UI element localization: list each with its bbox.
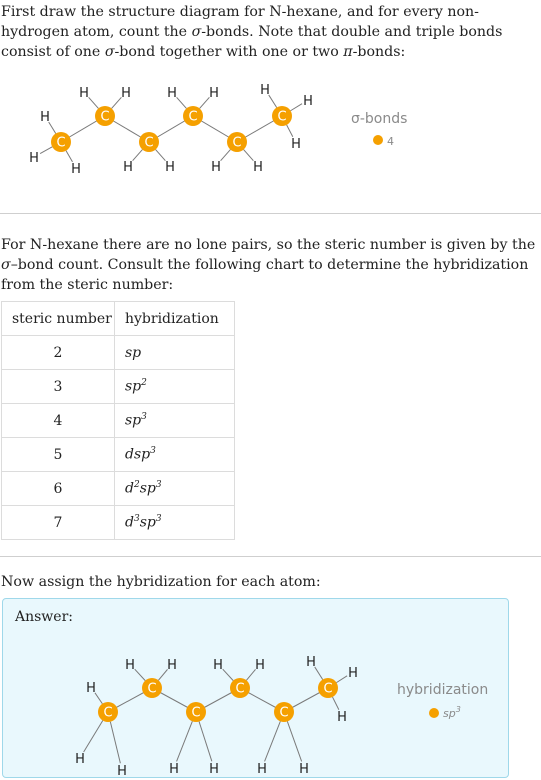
carbon-label: C xyxy=(323,681,333,697)
c-h-bond xyxy=(291,104,303,111)
hydrogen-label: H xyxy=(75,752,85,767)
steric-paragraph xyxy=(1,235,539,295)
c-h-bond xyxy=(112,97,122,108)
hydrogen-label: H xyxy=(253,160,263,175)
legend-dot xyxy=(373,135,383,145)
table-row xyxy=(2,506,235,540)
c-h-bond xyxy=(177,721,193,761)
hydrogen-label: H xyxy=(29,151,39,166)
hydrogen-label: H xyxy=(306,655,316,670)
answer-label: Answer: xyxy=(15,609,73,625)
hyb-sup: 2 xyxy=(141,378,147,389)
carbon-atom xyxy=(139,132,159,152)
hydrogen-label: H xyxy=(169,762,179,777)
steric-number-cell: 4 xyxy=(2,404,115,438)
hydrogen-label: H xyxy=(117,764,127,779)
c-h-bond xyxy=(269,95,277,108)
hyb-sup: 3 xyxy=(150,446,156,457)
hydrogen-label: H xyxy=(123,160,133,175)
carbon-atom xyxy=(51,132,71,152)
hydrogen-label: H xyxy=(255,658,265,673)
table-row xyxy=(2,438,235,472)
steric-text-2: –bond count. Consult the following chart to determine the hybridization from the steric number: xyxy=(1,257,529,293)
sigma-symbol: σ xyxy=(191,24,202,40)
hydrogen-label: H xyxy=(303,94,313,109)
carbon-atom xyxy=(230,678,250,698)
table-header-row xyxy=(2,302,235,336)
hydrogen-label: H xyxy=(79,86,89,101)
hydrogen-label: H xyxy=(209,762,219,777)
c-h-bond xyxy=(110,722,120,763)
hydrogen-label: H xyxy=(121,86,131,101)
bond-lines xyxy=(40,95,302,162)
hydrogen-label: H xyxy=(291,137,301,152)
c-h-bond xyxy=(244,150,254,161)
c-h-bond xyxy=(200,97,210,108)
hyb-prefix-sup: 2 xyxy=(133,480,140,491)
carbon-atom xyxy=(183,106,203,126)
bond-lines xyxy=(84,667,347,763)
hydrogen-label: H xyxy=(299,762,309,777)
c-h-bond xyxy=(95,693,102,704)
hybridization-cell xyxy=(115,438,235,472)
hexane-hybridization-diagram xyxy=(0,650,541,779)
c-h-bond xyxy=(315,667,323,680)
carbon-atom xyxy=(274,702,294,722)
c-h-bond xyxy=(133,150,143,161)
header-hybridization: hybridization xyxy=(115,302,235,336)
steric-number-cell: 3 xyxy=(2,370,115,404)
carbon-atom xyxy=(318,678,338,698)
intro-text-2: -bonds. Note that double and triple bonds consist of one xyxy=(1,24,503,60)
steric-number-cell: 7 xyxy=(2,506,115,540)
c-h-bond xyxy=(287,721,301,761)
steric-text-1: For N-hexane there are no lone pairs, so the steric number is given by the xyxy=(1,237,536,253)
hyb-prefix-sup: 3 xyxy=(133,514,140,525)
c-h-bond xyxy=(156,150,166,161)
steric-number-cell: 5 xyxy=(2,438,115,472)
c-h-bond xyxy=(332,697,338,710)
hydrogen-label: H xyxy=(86,681,96,696)
hydrogen-label: H xyxy=(213,658,223,673)
intro-text-3: -bond together with one or two xyxy=(114,44,344,60)
c-h-bond xyxy=(265,721,281,761)
hyb-base: sp xyxy=(139,480,156,497)
table-row xyxy=(2,472,235,506)
carbon-atom xyxy=(186,702,206,722)
hybridization-table xyxy=(1,301,235,540)
hydrogen-label: H xyxy=(348,666,358,681)
carbon-label: C xyxy=(144,135,154,151)
carbon-label: C xyxy=(277,109,287,125)
hyb-base: sp xyxy=(125,412,142,429)
hybridization-cell xyxy=(115,506,235,540)
legend-value-base: sp xyxy=(443,707,456,720)
assign-paragraph: Now assign the hybridization for each atom: xyxy=(1,574,321,590)
hyb-base: sp xyxy=(125,344,142,361)
hydrogen-label: H xyxy=(167,658,177,673)
carbon-label: C xyxy=(232,135,242,151)
hydrogen-label: H xyxy=(209,86,219,101)
table-row xyxy=(2,370,235,404)
hyb-prefix: d xyxy=(125,480,134,497)
hydrogen-label: H xyxy=(125,658,135,673)
hybridization-cell xyxy=(115,370,235,404)
hydrogen-label: H xyxy=(165,160,175,175)
atoms xyxy=(75,655,358,779)
hyb-sup: 3 xyxy=(141,412,147,423)
c-h-bond xyxy=(221,150,231,161)
c-h-bond xyxy=(40,147,52,154)
c-h-bond xyxy=(84,721,103,752)
c-h-bond xyxy=(223,669,234,680)
sigma-bonds-legend-title: σ-bonds xyxy=(351,111,408,127)
c-h-bond xyxy=(135,669,146,680)
c-h-bond xyxy=(336,676,347,683)
carbon-atom xyxy=(142,678,162,698)
carbon-atom xyxy=(272,106,292,126)
hexane-sigma-diagram xyxy=(0,70,541,190)
carbon-atom xyxy=(98,702,118,722)
hybridization-cell xyxy=(115,472,235,506)
c-h-bond xyxy=(66,151,73,162)
hyb-base: sp xyxy=(125,378,142,395)
hydrogen-label: H xyxy=(71,162,81,177)
c-h-bond xyxy=(199,722,212,762)
sigma-symbol: σ xyxy=(1,257,11,273)
intro-paragraph xyxy=(1,2,537,62)
carbon-label: C xyxy=(191,705,201,721)
hydrogen-label: H xyxy=(337,710,347,725)
hyb-sup: 3 xyxy=(155,514,162,525)
divider xyxy=(0,556,541,557)
hybridization-cell xyxy=(115,336,235,370)
carbon-label: C xyxy=(147,681,157,697)
steric-number-cell: 6 xyxy=(2,472,115,506)
hydrogen-label: H xyxy=(260,83,270,98)
divider xyxy=(0,213,541,214)
hybridization-legend-value xyxy=(443,705,461,720)
hyb-base: sp xyxy=(139,514,156,531)
carbon-label: C xyxy=(100,109,110,125)
hydrogen-label: H xyxy=(257,762,267,777)
hybridization-cell xyxy=(115,404,235,438)
hyb-base: dsp xyxy=(125,446,151,463)
carbon-label: C xyxy=(188,109,198,125)
hyb-sup: 3 xyxy=(155,480,162,491)
carbon-label: C xyxy=(103,705,113,721)
table-row xyxy=(2,336,235,370)
hybridization-legend-title: hybridization xyxy=(397,682,489,698)
sigma-bonds-legend-value: 4 xyxy=(387,135,394,148)
intro-text-4: -bonds: xyxy=(352,44,406,60)
carbon-label: C xyxy=(56,135,66,151)
table-row xyxy=(2,404,235,438)
c-h-bond xyxy=(177,97,187,108)
c-h-bond xyxy=(287,125,293,137)
intro-text-1: First draw the structure diagram for N-hexane, and for every non-hydrogen atom, count the xyxy=(1,4,479,40)
c-h-bond xyxy=(89,97,99,108)
hydrogen-label: H xyxy=(211,160,221,175)
header-steric-number: steric number xyxy=(2,302,115,336)
hydrogen-label: H xyxy=(167,86,177,101)
carbon-label: C xyxy=(279,705,289,721)
legend-dot xyxy=(429,708,439,718)
legend-value-sup: 3 xyxy=(455,705,461,714)
hydrogen-label: H xyxy=(40,110,50,125)
carbon-atom xyxy=(227,132,247,152)
steric-number-cell: 2 xyxy=(2,336,115,370)
hyb-prefix: d xyxy=(125,514,134,531)
sigma-symbol: σ xyxy=(104,44,115,60)
carbon-atom xyxy=(95,106,115,126)
carbon-label: C xyxy=(235,681,245,697)
pi-symbol: π xyxy=(343,44,353,60)
